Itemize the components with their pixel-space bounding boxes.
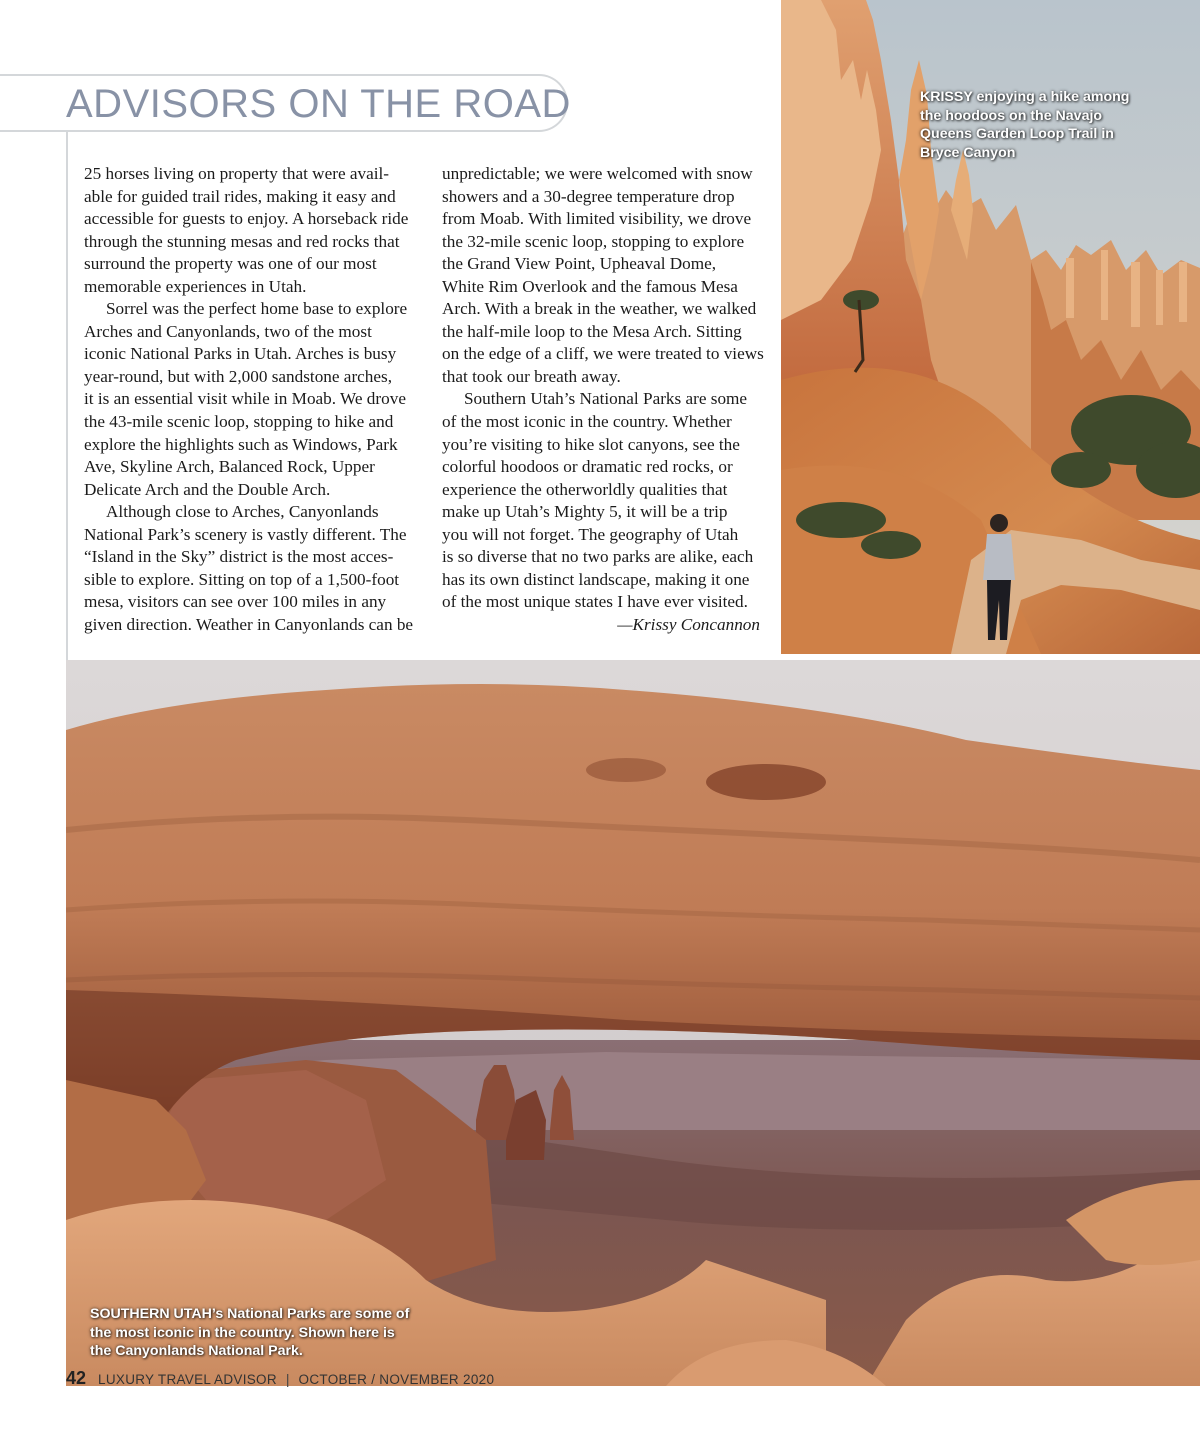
text-line: “Island in the Sky” district is the most acces-: [84, 547, 394, 567]
text-line: the half-mile loop to the Mesa Arch. Sitting: [442, 321, 742, 341]
text-line: Arches and Canyonlands, two of the most: [84, 321, 372, 341]
text-line: has its own distinct landscape, making it one: [442, 569, 750, 589]
text-line: mesa, visitors can see over 100 miles in any: [84, 592, 387, 612]
text-line: experience the otherworldly qualities that: [442, 479, 728, 499]
text-line: iconic National Parks in Utah. Arches is busy: [84, 344, 397, 364]
text-line: that took our breath away.: [442, 366, 621, 386]
footer-divider: |: [285, 1371, 290, 1387]
text-line: able for guided trail rides, making it easy and: [84, 186, 396, 206]
paragraph: [84, 298, 420, 501]
bryce-canyon-caption: [920, 88, 1190, 162]
text-line: colorful hoodoos or dramatic red rocks, or: [442, 457, 733, 477]
text-line: the Grand View Point, Upheaval Dome,: [442, 254, 717, 274]
text-line: Arch. With a break in the weather, we walked: [442, 299, 757, 319]
text-line: of the most unique states I have ever visited.: [442, 592, 748, 612]
canyonlands-mesa-arch-photo: [66, 660, 1200, 1386]
caption-line: the Canyonlands National Park.: [90, 1343, 303, 1359]
section-title: ADVISORS ON THE ROAD: [66, 82, 571, 126]
text-line: of the most iconic in the country. Whether: [442, 412, 732, 432]
column-rule: [66, 132, 68, 660]
text-line: 25 horses living on property that were avail-: [84, 164, 389, 183]
caption-line: the hoodoos on the Navajo: [920, 107, 1103, 124]
text-line: is so diverse that no two parks are alike, each: [442, 547, 754, 567]
article-column-right: [442, 163, 762, 614]
text-line: make up Utah’s Mighty 5, it will be a trip: [442, 502, 728, 522]
text-line: given direction. Weather in Canyonlands can be: [84, 614, 414, 634]
text-line: White Rim Overlook and the famous Mesa: [442, 276, 738, 296]
text-line: sible to explore. Sitting on top of a 1,500-foot: [84, 569, 400, 589]
text-line: year-round, but with 2,000 sandstone arches,: [84, 366, 392, 386]
caption-line: SOUTHERN UTAH’s National Parks are some of: [90, 1306, 410, 1322]
text-line: Ave, Skyline Arch, Balanced Rock, Upper: [84, 457, 375, 477]
text-line: it is an essential visit while in Moab. We drove: [84, 389, 406, 409]
text-line: you will not forget. The geography of Utah: [442, 524, 739, 544]
text-line: on the edge of a cliff, we were treated to views: [442, 344, 764, 364]
text-line: memorable experiences in Utah.: [84, 276, 307, 296]
text-line: Delicate Arch and the Double Arch.: [84, 479, 331, 499]
paragraph: [84, 163, 420, 298]
paragraph: [442, 163, 762, 388]
text-line: through the stunning mesas and red rocks that: [84, 231, 400, 251]
text-line: Although close to Arches, Canyonlands: [106, 502, 379, 522]
text-line: National Park’s scenery is vastly different. The: [84, 524, 407, 544]
text-line: from Moab. With limited visibility, we drove: [442, 209, 752, 229]
text-line: the 43-mile scenic loop, stopping to hike and: [84, 412, 394, 432]
caption-line: Bryce Canyon: [920, 144, 1016, 161]
text-line: showers and a 30-degree temperature drop: [442, 186, 735, 206]
caption-line: Queens Garden Loop Trail in: [920, 126, 1114, 142]
issue-date: OCTOBER / NOVEMBER 2020: [298, 1372, 495, 1387]
text-line: surround the property was one of our most: [84, 254, 377, 274]
article-column-left: [84, 163, 420, 636]
text-line: the 32-mile scenic loop, stopping to explore: [442, 231, 745, 251]
paragraph: [84, 501, 420, 636]
author-byline: —Krissy Concannon: [617, 615, 760, 634]
caption-line: KRISSY enjoying a hike among: [920, 89, 1130, 105]
caption-line: the most iconic in the country. Shown here is: [90, 1324, 395, 1341]
text-line: Sorrel was the perfect home base to explore: [106, 299, 408, 319]
text-line: Southern Utah’s National Parks are some: [464, 389, 748, 409]
page-footer: [66, 1368, 494, 1392]
text-line: unpredictable; we were welcomed with snow: [442, 164, 753, 183]
canyonlands-caption: [90, 1305, 450, 1361]
publication-name: LUXURY TRAVEL ADVISOR: [98, 1372, 277, 1387]
text-line: accessible for guests to enjoy. A horseback ride: [84, 209, 409, 229]
page-number: 42: [66, 1368, 87, 1388]
text-line: explore the highlights such as Windows, Park: [84, 434, 398, 454]
paragraph: [442, 388, 762, 613]
text-line: you’re visiting to hike slot canyons, see the: [442, 434, 740, 454]
